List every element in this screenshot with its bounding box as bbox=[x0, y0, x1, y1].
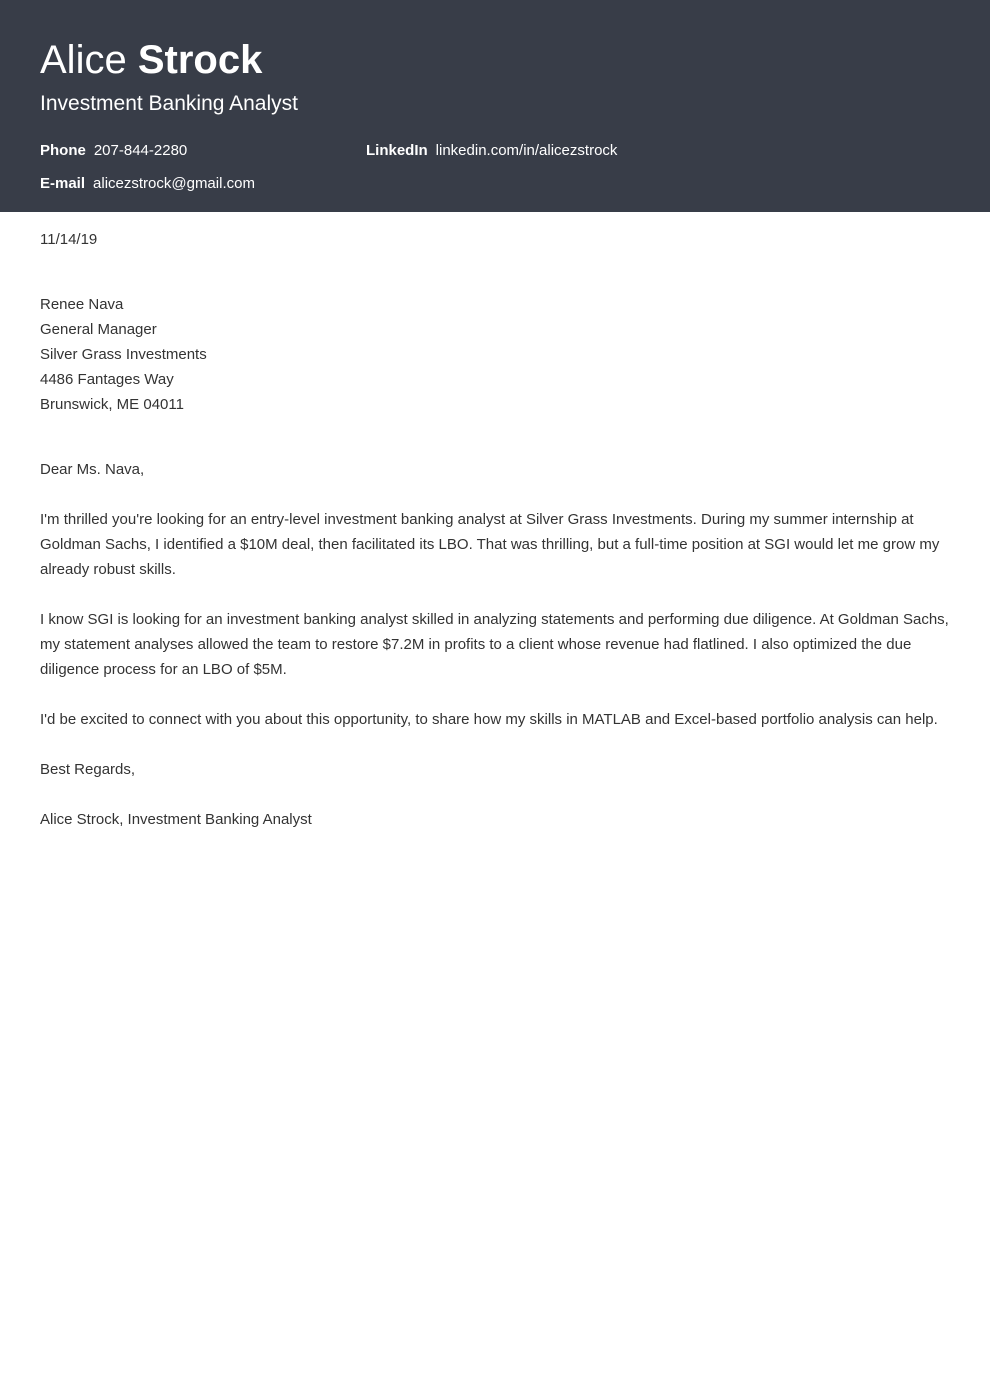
first-name: Alice bbox=[40, 38, 127, 82]
signature: Alice Strock, Investment Banking Analyst bbox=[40, 811, 312, 828]
contact-email bbox=[40, 174, 255, 194]
phone-value: 207-844-2280 bbox=[93, 142, 188, 159]
recipient-address bbox=[40, 292, 952, 417]
email-label: E-mail bbox=[40, 175, 86, 192]
contact-phone bbox=[40, 141, 187, 161]
letter-paragraph: I'm thrilled you're looking for an entry-level investment banking analyst at Silver Grass Investments. During my summer internship at Goldman Sachs, I identified a $10M deal, then facilitated its LBO. That was thrilling, but a full-time position at SGI would let me grow my already robust skills. bbox=[40, 511, 940, 578]
linkedin-value[interactable]: linkedin.com/in/alicezstrock bbox=[435, 142, 618, 159]
linkedin-label: LinkedIn bbox=[366, 142, 428, 159]
recipient-street: 4486 Fantages Way bbox=[40, 371, 174, 388]
recipient-name: Renee Nava bbox=[40, 296, 124, 313]
last-name: Strock bbox=[137, 38, 263, 82]
salutation: Dear Ms. Nava, bbox=[40, 461, 145, 478]
resume-header bbox=[0, 0, 990, 212]
recipient-position: General Manager bbox=[40, 321, 157, 338]
recipient-city: Brunswick, ME 04011 bbox=[40, 396, 184, 413]
letter-paragraph: I know SGI is looking for an investment banking analyst skilled in analyzing statements and performing due diligence. At Goldman Sachs, my statement analyses allowed the team to restore $7.2M in profits to a client whose revenue had flatlined. I also optimized the due diligence process for an LBO of $5M. bbox=[40, 611, 949, 678]
letter-paragraph: I'd be excited to connect with you about this opportunity, to share how my skills in MATLAB and Excel-based portfolio analysis can help. bbox=[40, 711, 938, 728]
applicant-name bbox=[40, 36, 950, 84]
recipient-company: Silver Grass Investments bbox=[40, 346, 207, 363]
job-title: Investment Banking Analyst bbox=[40, 92, 298, 115]
closing: Best Regards, bbox=[40, 761, 136, 778]
contact-linkedin bbox=[366, 141, 617, 161]
letter-date: 11/14/19 bbox=[40, 231, 98, 248]
email-value[interactable]: alicezstrock@gmail.com bbox=[93, 175, 255, 192]
phone-label: Phone bbox=[40, 142, 86, 159]
